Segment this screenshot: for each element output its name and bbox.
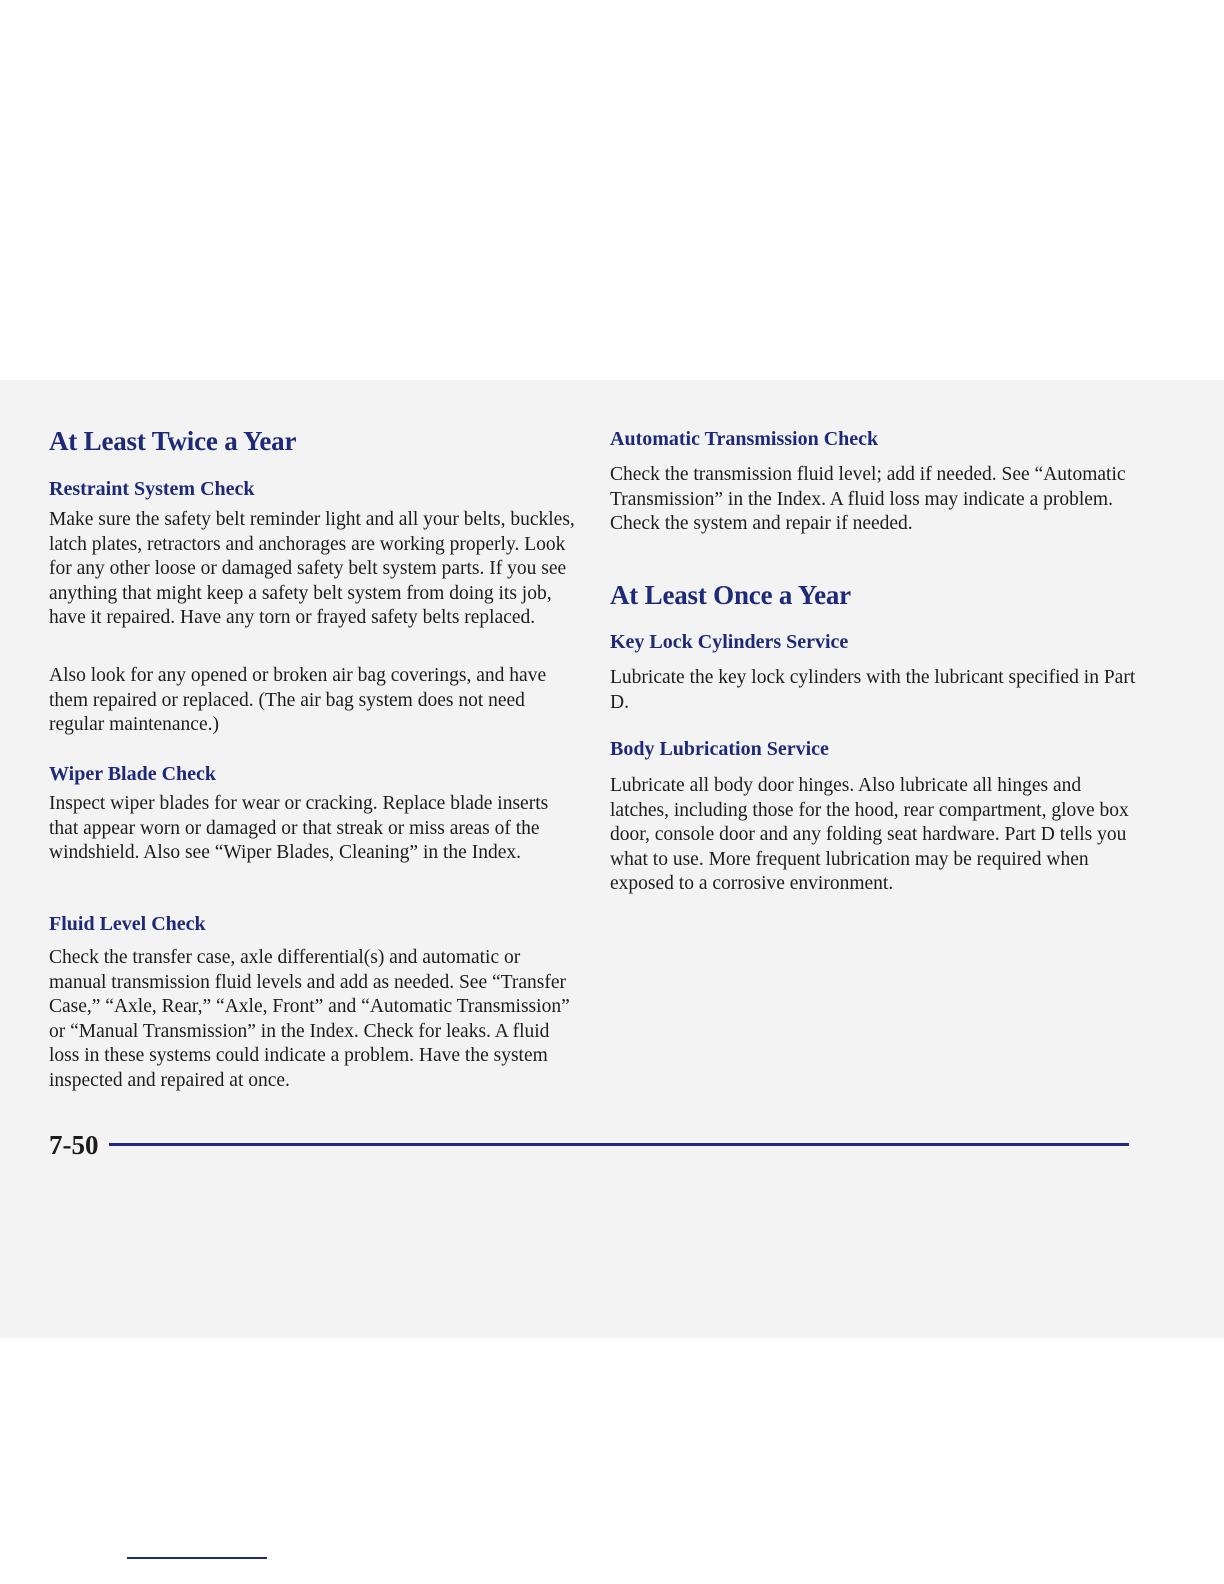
page-content-band: [0, 380, 1224, 1338]
section-title-once-a-year: At Least Once a Year: [610, 580, 851, 610]
restraint-system-check-heading: Restraint System Check: [49, 478, 255, 500]
wiper-blade-paragraph: Inspect wiper blades for wear or cracking. Replace blade inserts that appear worn or damaged or that streak or miss areas of the windshield. Also see “Wiper Blades, Cleaning” in the Index.: [49, 793, 549, 864]
bottom-decorative-rule: [127, 1557, 267, 1559]
section-title-twice-a-year: At Least Twice a Year: [49, 426, 297, 456]
page-number: 7-50: [49, 1130, 99, 1160]
fluid-level-paragraph: Check the transfer case, axle differential(s) and automatic or manual transmission fluid levels and add as needed. See “Transfer Case,” “Axle, Rear,” “Axle, Front” and “Automatic Transmission” or “Manual Transmission” in the Index. Check for leaks. A fluid loss in these systems could indicate a problem. Have the system inspected and repaired at once.: [49, 947, 570, 1091]
key-lock-cylinders-heading: Key Lock Cylinders Service: [610, 631, 849, 653]
key-lock-paragraph: Lubricate the key lock cylinders with the lubricant specified in Part D.: [610, 667, 1136, 713]
body-lubrication-heading: Body Lubrication Service: [610, 738, 829, 760]
automatic-transmission-paragraph: Check the transmission fluid level; add if needed. See “Automatic Transmission” in the Index. A fluid loss may indicate a problem. Check the system and repair if needed.: [610, 464, 1126, 535]
page-footer: [49, 1128, 1129, 1162]
wiper-blade-check-heading: Wiper Blade Check: [49, 763, 217, 785]
restraint-system-paragraph-1: Make sure the safety belt reminder light and all your belts, buckles, latch plates, retractors and anchorages are working properly. Look for any other loose or damaged safety belt system parts. If you see anything that might keep a safety belt system from doing its job, have it repaired. Have any torn or frayed safety belts replaced.: [49, 509, 575, 629]
automatic-transmission-check-heading: Automatic Transmission Check: [610, 428, 879, 450]
body-lubrication-paragraph: Lubricate all body door hinges. Also lubricate all hinges and latches, including those for the hood, rear compartment, glove box door, console door and any folding seat hardware. Part D tells you what to use. More frequent lubrication may be required when exposed to a corrosive environment.: [610, 775, 1129, 895]
fluid-level-check-heading: Fluid Level Check: [49, 913, 206, 935]
footer-rule: [109, 1143, 1129, 1146]
restraint-system-paragraph-2: Also look for any opened or broken air bag coverings, and have them repaired or replaced. (The air bag system does not need regular maintenance.): [49, 665, 547, 736]
